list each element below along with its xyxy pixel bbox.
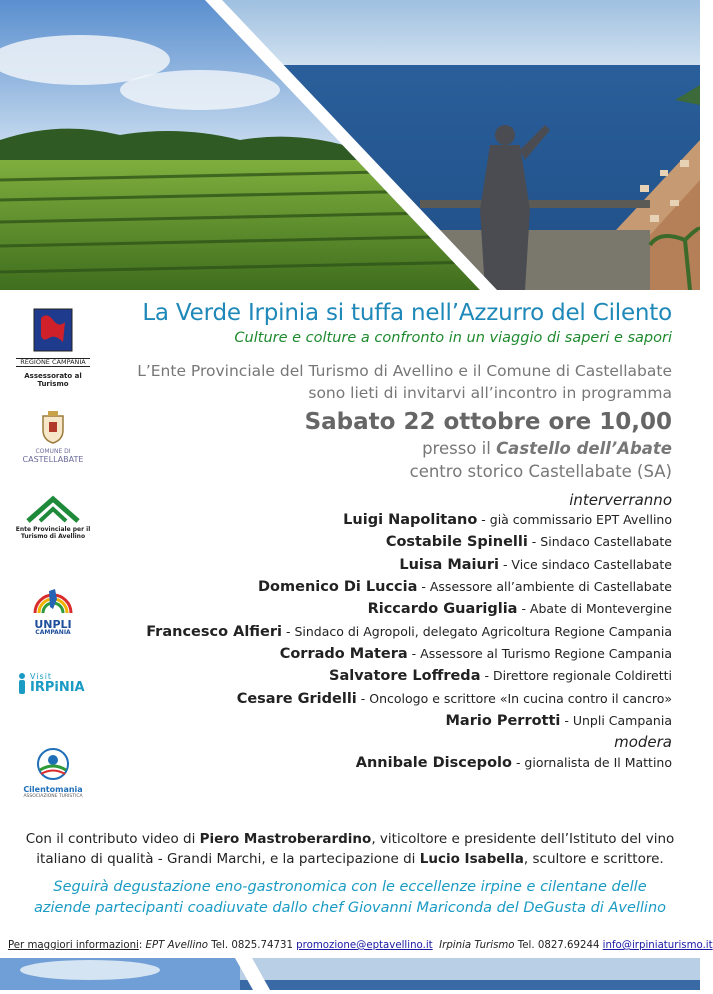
- unpli-rainbow-icon: [31, 585, 75, 615]
- intro-text: [105, 360, 672, 405]
- speaker-name: Francesco Alfieri: [146, 623, 282, 640]
- comune-label: COMUNE DI: [35, 448, 71, 455]
- speaker-role: - Assessore al Turismo Regione Campania: [407, 645, 672, 661]
- speaker-entry: [105, 621, 672, 643]
- ept-label-line2: Turismo di Avellino: [20, 532, 86, 540]
- venue-location: centro storico Castellabate (SA): [409, 462, 672, 482]
- event-title: La Verde Irpinia si tuffa nell’Azzurro del Cilento: [142, 300, 672, 326]
- unpli-campania-logo: [8, 585, 98, 637]
- speaker-entry: [105, 665, 672, 687]
- speaker-entry: [105, 643, 672, 665]
- visit-irpinia-logo: [8, 672, 98, 694]
- speaker-name: Costabile Spinelli: [385, 534, 528, 551]
- moderator-entry: [105, 752, 672, 774]
- speakers-label: interverranno: [569, 491, 672, 510]
- speaker-role: - Direttore regionale Coldiretti: [480, 668, 672, 684]
- moderator: [105, 752, 672, 774]
- unpli-label: UNPLI: [34, 618, 72, 631]
- tasting-note: [10, 877, 690, 919]
- footer-org-2: Irpinia Turismo: [439, 940, 515, 951]
- venue-name: Castello dell’Abate: [496, 438, 672, 458]
- intro-line-1: L’Ente Provinciale del Turismo di Avellino e il Comune di Castellabate: [137, 362, 672, 380]
- speaker-entry: [105, 710, 672, 732]
- speaker-name: Mario Perrotti: [445, 712, 561, 729]
- speaker-entry: [105, 576, 672, 598]
- comune-castellabate-logo: [8, 410, 98, 464]
- tasting-line-1: Seguirà degustazione eno-gastronomica con le eccellenze irpine e cilentane delle: [53, 879, 647, 895]
- moderator-name: Annibale Discepolo: [355, 755, 512, 772]
- moderator-role: - giornalista de Il Mattino: [511, 755, 672, 771]
- regione-campania-label: REGIONE CAMPANIA: [16, 358, 90, 367]
- speaker-name: Riccardo Guariglia: [367, 601, 518, 618]
- regione-campania-logo: [8, 308, 98, 389]
- venue-prefix: presso il: [422, 438, 497, 458]
- footer-tel-2: Tel. 0827.69244: [514, 940, 603, 951]
- event-date: Sabato 22 ottobre ore 10,00: [304, 408, 672, 435]
- speakers-list: [105, 509, 672, 732]
- speaker-name: Corrado Matera: [279, 645, 408, 662]
- speaker-name: Luisa Maiuri: [399, 556, 499, 573]
- tasting-line-2: aziende partecipanti coadiuvate dallo chef Giovanni Mariconda del DeGusta di Avellino: [33, 900, 667, 917]
- event-venue: [105, 437, 672, 483]
- speaker-entry: [105, 531, 672, 553]
- castellabate-crest-icon: [39, 410, 67, 444]
- irpinia-label: IRPiNIA: [30, 680, 85, 695]
- speaker-name: Luigi Napolitano: [343, 512, 478, 529]
- speaker-role: - Vice sindaco Castellabate: [498, 556, 672, 572]
- visit-irpinia-figure-icon: [16, 672, 28, 694]
- speaker-entry: [105, 598, 672, 620]
- speaker-role: - già commissario EPT Avellino: [477, 512, 672, 528]
- speaker-entry: [105, 509, 672, 531]
- footer-colon: :: [138, 940, 146, 951]
- ept-mountains-icon: [26, 497, 80, 523]
- speaker-role: - Sindaco Castellabate: [527, 534, 672, 550]
- event-subtitle: Culture e colture a confronto in un viaggio di saperi e sapori: [234, 330, 672, 346]
- email-link-irpinia[interactable]: info@irpiniaturismo.it: [602, 940, 713, 951]
- footer-org-1: EPT Avellino: [145, 940, 209, 951]
- cilentomania-label: Cilentomania: [23, 785, 83, 794]
- footer-photo: [0, 958, 700, 990]
- header-photo-collage: [0, 0, 700, 290]
- email-link-ept[interactable]: promozione@eptavellino.it: [296, 940, 433, 951]
- unpli-campania-label: CAMPANIA: [35, 629, 71, 636]
- speaker-role: - Sindaco di Agropoli, delegato Agricoltura Regione Campania: [282, 623, 672, 639]
- ept-avellino-logo: [8, 497, 98, 540]
- footer-label: Per maggiori informazioni: [8, 940, 139, 951]
- cilentomania-sub-label: ASSOCIAZIONE TURISTICA: [23, 793, 83, 799]
- partner-logos: [0, 300, 105, 820]
- speaker-role: - Oncologo e scrittore «In cucina contro il cancro»: [356, 690, 672, 706]
- visit-label: Visit: [30, 672, 53, 681]
- ept-label-line1: Ente Provinciale per il: [15, 526, 91, 533]
- contributor-name-1: Piero Mastroberardino: [199, 831, 372, 847]
- contribution-text-1: Con il contributo video di: [25, 831, 200, 847]
- cilentomania-logo: [8, 748, 98, 800]
- speaker-role: - Abate di Montevergine: [517, 601, 672, 617]
- speaker-name: Salvatore Loffreda: [329, 668, 481, 685]
- speaker-name: Domenico Di Luccia: [258, 579, 418, 596]
- footer-photo-strip: [0, 958, 700, 990]
- cilentomania-emblem-icon: [35, 748, 71, 782]
- regione-campania-emblem-icon: [33, 308, 73, 352]
- contributor-name-2: Lucio Isabella: [419, 851, 524, 868]
- footer-info: [8, 940, 713, 951]
- hero-image: [0, 0, 700, 290]
- speaker-role: - Assessore all’ambiente di Castellabate: [417, 579, 672, 595]
- contribution-text-2: , viticoltore e presidente dell’Istituto del vino italiano di qualità - Grandi Marchi, e la partecipazione di: [36, 831, 675, 868]
- moderator-label: modera: [614, 733, 672, 752]
- footer-tel-1: Tel. 0825.74731: [208, 940, 297, 951]
- speaker-role: - Unpli Campania: [560, 712, 672, 728]
- assessorato-turismo-label: Assessorato al Turismo: [24, 372, 82, 388]
- invitation-content: [105, 300, 672, 774]
- speaker-entry: [105, 688, 672, 710]
- speaker-entry: [105, 554, 672, 576]
- contribution-text: [10, 829, 690, 870]
- castellabate-label: CASTELLABATE: [22, 454, 84, 464]
- speaker-name: Cesare Gridelli: [236, 690, 357, 707]
- contribution-text-3: , scultore e scrittore.: [523, 851, 664, 868]
- intro-line-2: sono lieti di invitarvi all’incontro in programma: [308, 384, 672, 403]
